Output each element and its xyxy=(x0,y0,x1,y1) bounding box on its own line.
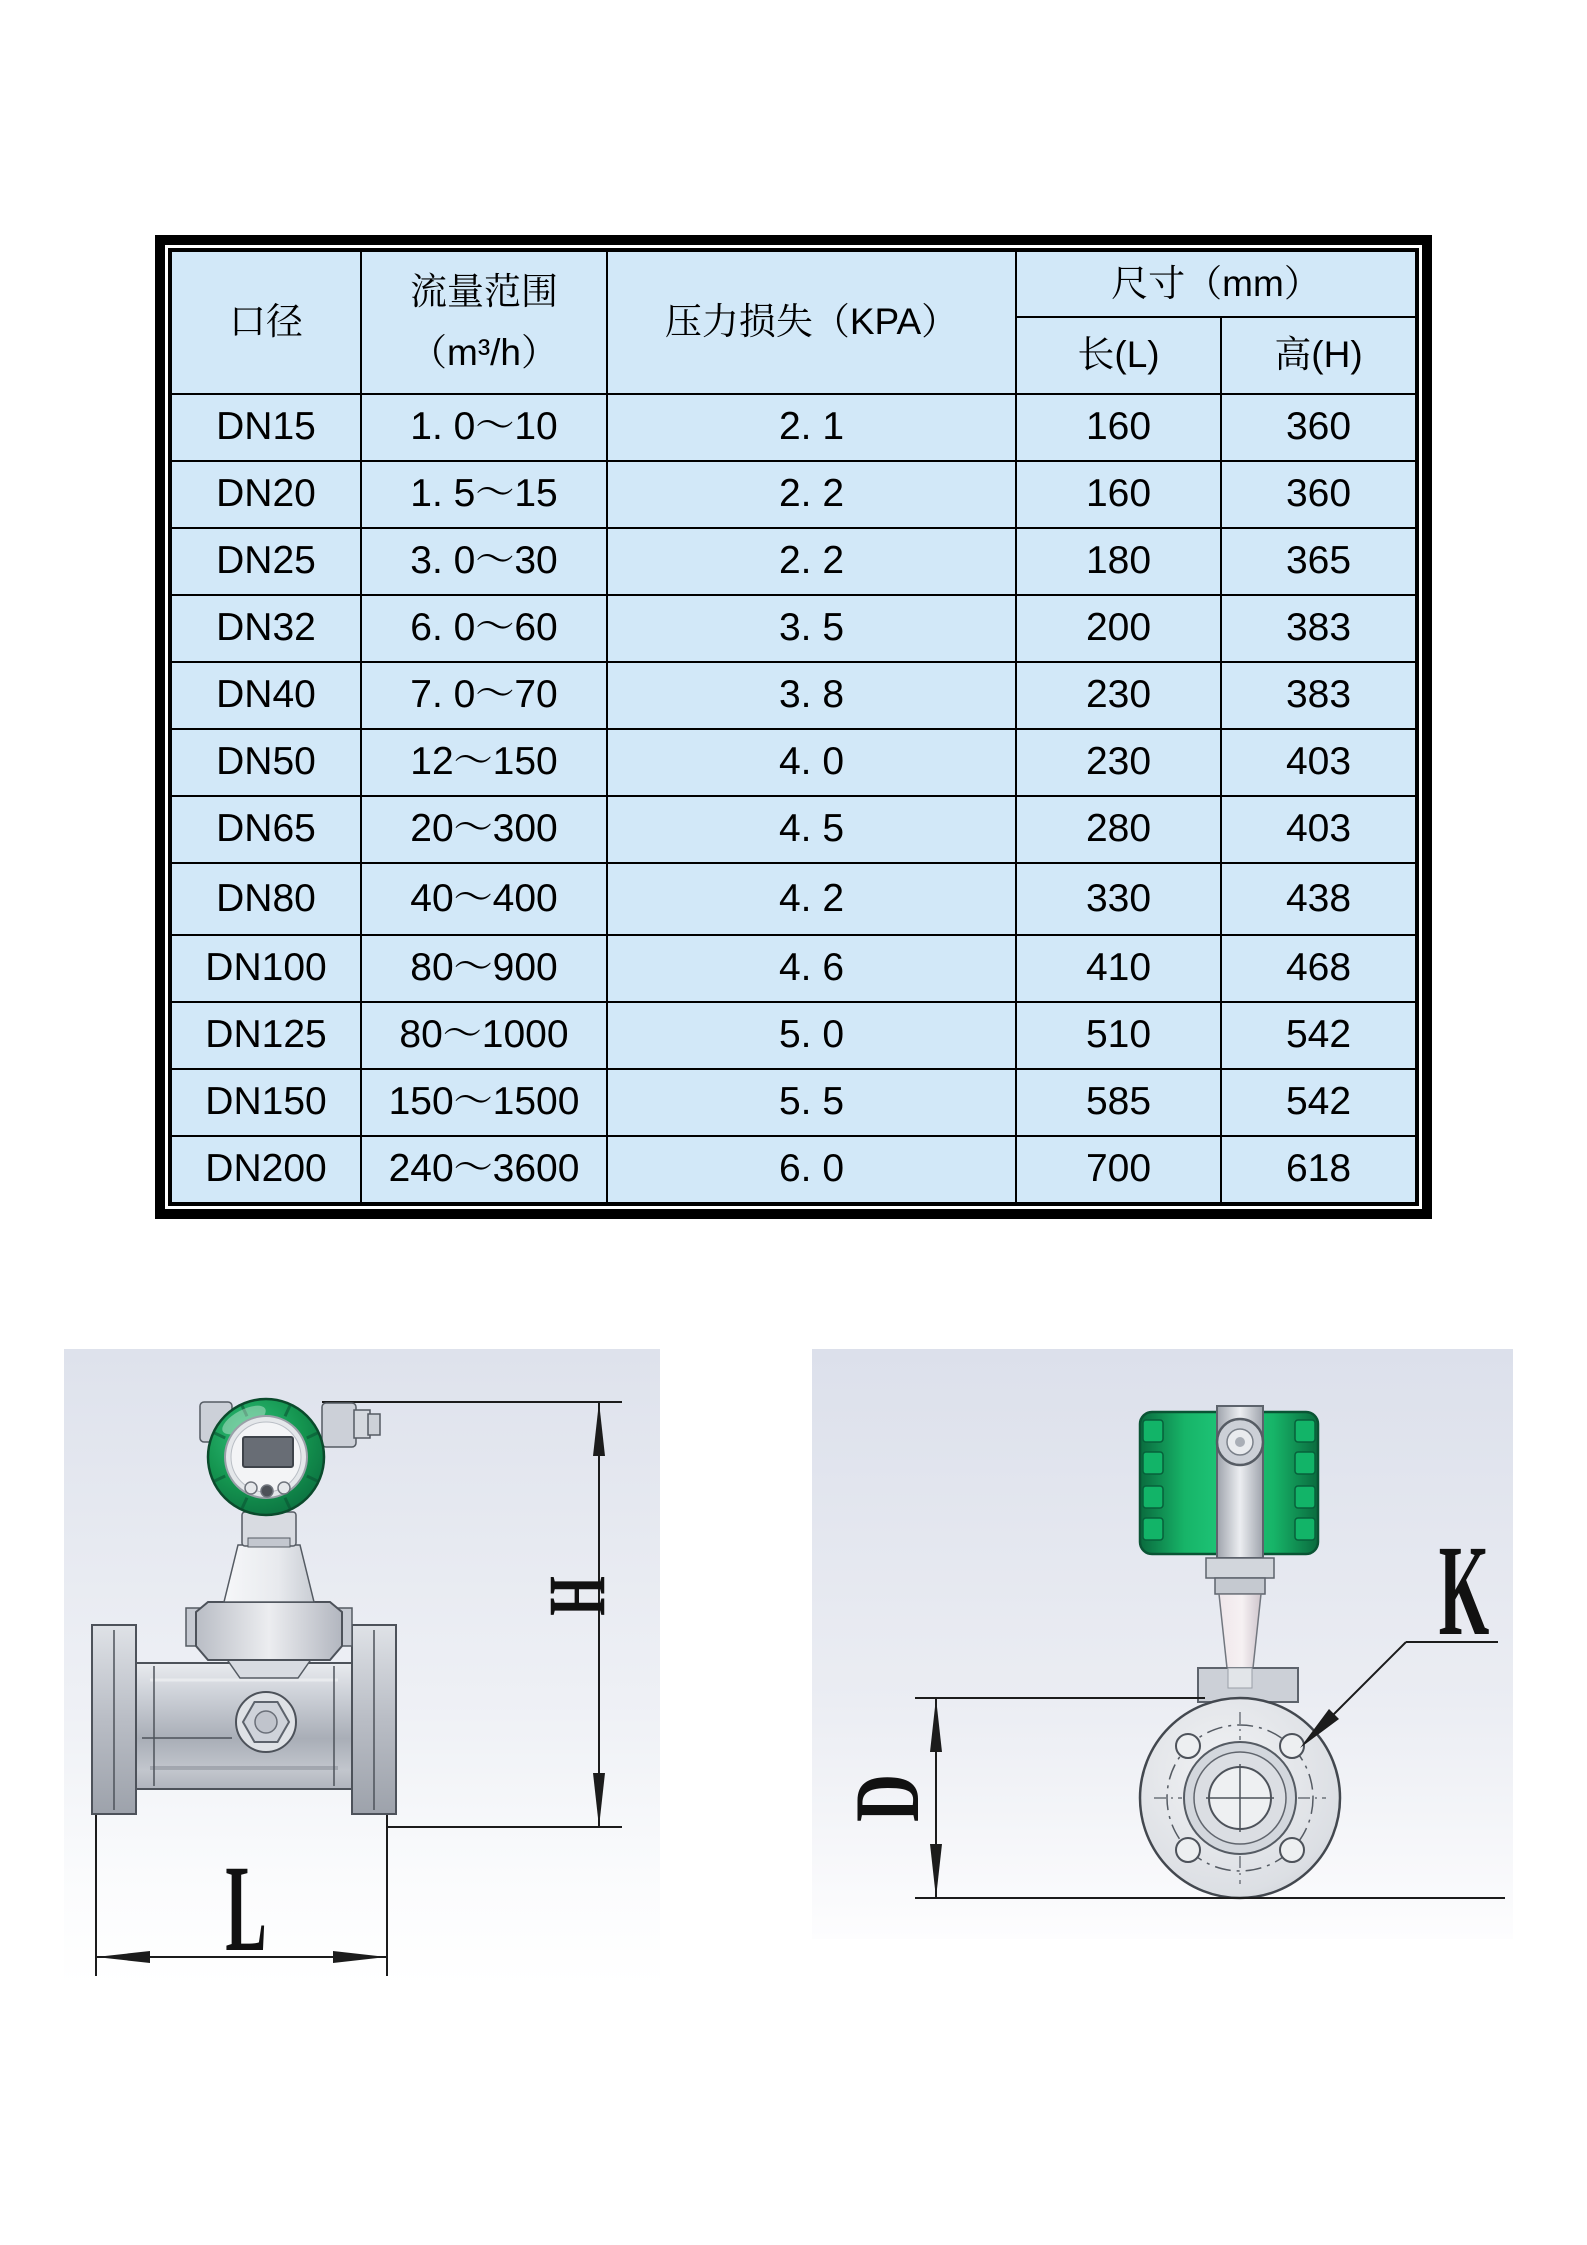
cell-pressure-loss: 3. 5 xyxy=(607,595,1016,662)
bolt-hole xyxy=(1280,1838,1304,1862)
conduit-boss-right xyxy=(322,1403,356,1447)
lcd-screen xyxy=(243,1437,293,1467)
dimension-label-l: L xyxy=(225,1841,267,1978)
cell-height: 383 xyxy=(1221,662,1416,729)
cell-height: 542 xyxy=(1221,1002,1416,1069)
cell-length: 230 xyxy=(1016,729,1221,796)
cell-pressure-loss: 2. 2 xyxy=(607,528,1016,595)
flange-face xyxy=(1140,1698,1340,1898)
cell-pressure-loss: 2. 1 xyxy=(607,394,1016,461)
header-flow-range xyxy=(361,251,607,394)
table-row xyxy=(171,729,1416,796)
cell-pressure-loss: 4. 0 xyxy=(607,729,1016,796)
cell-diameter: DN15 xyxy=(171,394,361,461)
cell-pressure-loss: 4. 5 xyxy=(607,796,1016,863)
table-row xyxy=(171,528,1416,595)
cell-length: 585 xyxy=(1016,1069,1221,1136)
cell-height: 403 xyxy=(1221,796,1416,863)
table-row xyxy=(171,1002,1416,1069)
cell-height: 383 xyxy=(1221,595,1416,662)
table-row xyxy=(171,863,1416,935)
header-pressure-loss: 压力损失（KPA） xyxy=(607,251,1016,394)
spec-table-header xyxy=(171,251,1416,394)
cell-length: 180 xyxy=(1016,528,1221,595)
dimension-label-k: K xyxy=(1438,1518,1490,1664)
cell-diameter: DN32 xyxy=(171,595,361,662)
cell-height: 403 xyxy=(1221,729,1416,796)
header-flow-line2: （m³/h） xyxy=(410,331,558,373)
cell-height: 468 xyxy=(1221,935,1416,1002)
dimension-label-h: H xyxy=(531,1576,623,1616)
bolt-hole xyxy=(1176,1734,1200,1758)
flowmeter-side-view-drawing xyxy=(64,1349,660,1987)
cell-pressure-loss: 5. 5 xyxy=(607,1069,1016,1136)
dimension-label-d: D xyxy=(837,1774,939,1822)
cell-flow-range: 1. 5～15 xyxy=(361,461,607,528)
cell-flow-range: 240～3600 xyxy=(361,1136,607,1203)
hex-adapter xyxy=(1206,1558,1274,1578)
table-row xyxy=(171,796,1416,863)
cell-height: 365 xyxy=(1221,528,1416,595)
cell-length: 280 xyxy=(1016,796,1221,863)
header-length: 长(L) xyxy=(1016,317,1221,394)
cell-pressure-loss: 5. 0 xyxy=(607,1002,1016,1069)
cell-height: 542 xyxy=(1221,1069,1416,1136)
cell-pressure-loss: 4. 6 xyxy=(607,935,1016,1002)
spec-table xyxy=(170,250,1417,1204)
cell-pressure-loss: 4. 2 xyxy=(607,863,1016,935)
cell-diameter: DN100 xyxy=(171,935,361,1002)
cell-height: 360 xyxy=(1221,394,1416,461)
support-stem xyxy=(1219,1594,1261,1668)
cell-length: 160 xyxy=(1016,461,1221,528)
cell-pressure-loss: 6. 0 xyxy=(607,1136,1016,1203)
cell-pressure-loss: 3. 8 xyxy=(607,662,1016,729)
cell-diameter: DN25 xyxy=(171,528,361,595)
cell-diameter: DN125 xyxy=(171,1002,361,1069)
cell-flow-range: 80～900 xyxy=(361,935,607,1002)
button-left xyxy=(245,1482,257,1494)
cell-diameter: DN80 xyxy=(171,863,361,935)
cell-flow-range: 12～150 xyxy=(361,729,607,796)
cell-flow-range: 150～1500 xyxy=(361,1069,607,1136)
cell-length: 330 xyxy=(1016,863,1221,935)
button-middle xyxy=(261,1485,273,1497)
table-row xyxy=(171,394,1416,461)
cell-diameter: DN50 xyxy=(171,729,361,796)
header-size: 尺寸（mm） xyxy=(1016,251,1416,317)
table-body xyxy=(171,394,1416,1203)
table-row xyxy=(171,595,1416,662)
neck-cone xyxy=(224,1545,314,1602)
header-diameter: 口径 xyxy=(171,251,361,394)
spec-table-frame-inner xyxy=(168,248,1419,1206)
cell-length: 410 xyxy=(1016,935,1221,1002)
cell-flow-range: 3. 0～30 xyxy=(361,528,607,595)
cell-diameter: DN65 xyxy=(171,796,361,863)
bolt-hole xyxy=(1176,1838,1200,1862)
cell-flow-range: 7. 0～70 xyxy=(361,662,607,729)
flowmeter-front-view-drawing xyxy=(812,1349,1513,1939)
cell-diameter: DN200 xyxy=(171,1136,361,1203)
cell-diameter: DN150 xyxy=(171,1069,361,1136)
spec-table-frame xyxy=(155,235,1432,1219)
table-row xyxy=(171,935,1416,1002)
cell-length: 700 xyxy=(1016,1136,1221,1203)
cell-flow-range: 20～300 xyxy=(361,796,607,863)
clamp-body xyxy=(196,1602,342,1660)
cell-length: 230 xyxy=(1016,662,1221,729)
table-row xyxy=(171,461,1416,528)
table-row xyxy=(171,1069,1416,1136)
cell-length: 200 xyxy=(1016,595,1221,662)
header-height: 高(H) xyxy=(1221,317,1416,394)
table-row xyxy=(171,662,1416,729)
bolt-hole xyxy=(1280,1734,1304,1758)
cell-height: 438 xyxy=(1221,863,1416,935)
cell-flow-range: 1. 0～10 xyxy=(361,394,607,461)
cell-length: 160 xyxy=(1016,394,1221,461)
cell-diameter: DN20 xyxy=(171,461,361,528)
cell-height: 360 xyxy=(1221,461,1416,528)
cell-flow-range: 6. 0～60 xyxy=(361,595,607,662)
cell-length: 510 xyxy=(1016,1002,1221,1069)
table-row xyxy=(171,1136,1416,1203)
cell-diameter: DN40 xyxy=(171,662,361,729)
header-flow-line1: 流量范围 xyxy=(410,271,558,313)
cell-flow-range: 80～1000 xyxy=(361,1002,607,1069)
cell-pressure-loss: 2. 2 xyxy=(607,461,1016,528)
button-right xyxy=(278,1482,290,1494)
cell-flow-range: 40～400 xyxy=(361,863,607,935)
cell-height: 618 xyxy=(1221,1136,1416,1203)
